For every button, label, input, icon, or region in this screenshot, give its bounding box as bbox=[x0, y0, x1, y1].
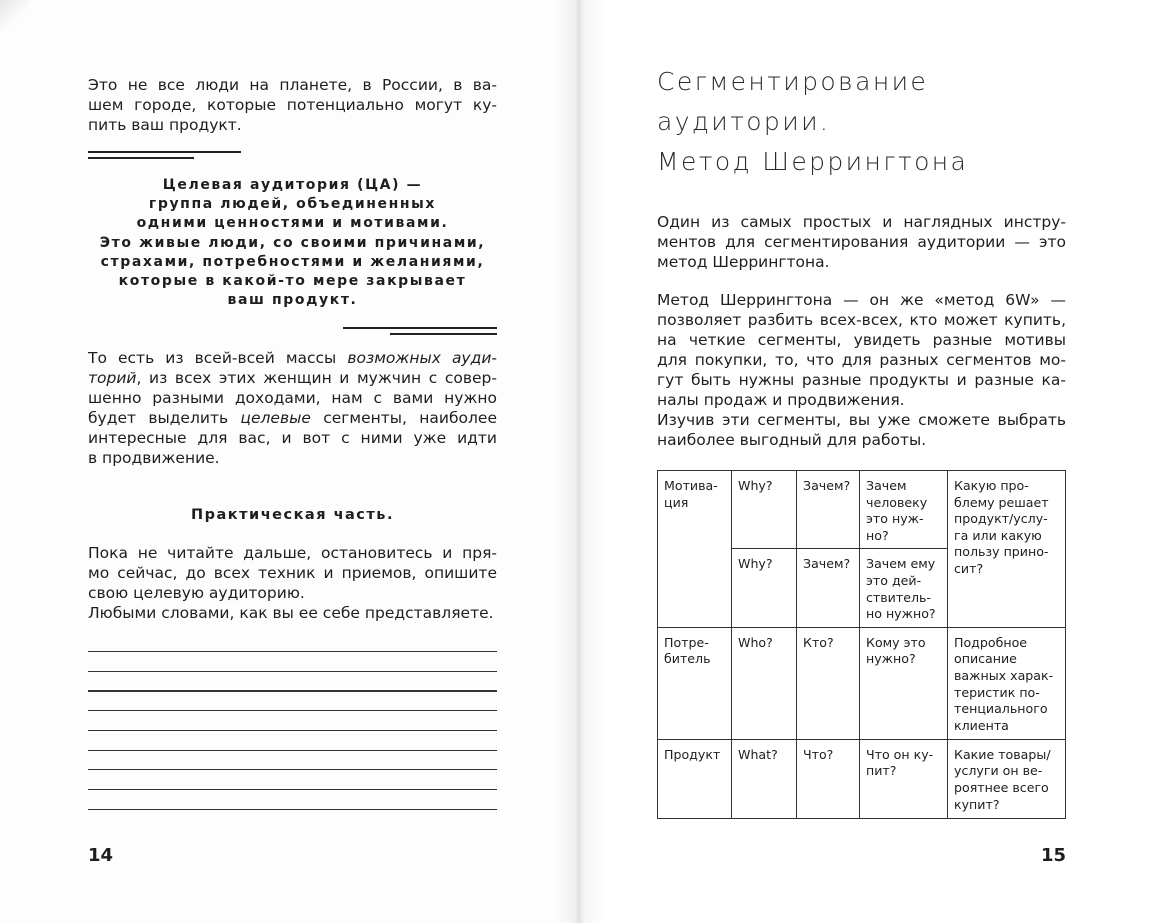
decorative-rule bbox=[88, 151, 241, 153]
text-line: пить ваш продукт. bbox=[88, 116, 242, 134]
page-number: 14 bbox=[88, 845, 114, 866]
text-line: Один из самых простых и наглядных инстру- bbox=[657, 213, 1066, 231]
answer-line bbox=[88, 769, 497, 770]
text-line: Метод Шеррингтона — он же «метод 6W» — bbox=[657, 291, 1066, 309]
text-line: ментов для сегментирования аудитории — это bbox=[657, 233, 1066, 251]
text-line: свою целевую аудиторию. bbox=[88, 584, 305, 602]
practice-paragraph bbox=[88, 543, 497, 623]
text-line: Пока не читайте дальше, остановитесь и пря- bbox=[88, 544, 497, 562]
page-number: 15 bbox=[1041, 845, 1067, 866]
table-cell: Продукт bbox=[658, 739, 732, 818]
conclusion-paragraph bbox=[657, 410, 1066, 450]
table-cell: Что? bbox=[797, 739, 860, 818]
text-line bbox=[88, 348, 497, 368]
text-run: интересные для вас, и вот с ними уже идти bbox=[88, 429, 497, 447]
text-line bbox=[88, 408, 497, 428]
answer-line bbox=[88, 671, 497, 672]
table-cell: Что он ку- пит? bbox=[860, 739, 948, 818]
decorative-rule bbox=[390, 333, 497, 335]
table-row bbox=[658, 627, 1066, 739]
table-cell: Мотива- ция bbox=[658, 471, 732, 628]
text-line: на четкие сегменты, увидеть разные мотивы bbox=[657, 331, 1066, 349]
text-run: То есть из всей-всей массы bbox=[88, 349, 348, 367]
table-cell: Who? bbox=[732, 627, 797, 739]
text-line: Любыми словами, как вы ее себе представляете. bbox=[88, 604, 494, 622]
practice-heading: Практическая часть. bbox=[191, 507, 394, 523]
answer-line bbox=[88, 750, 497, 751]
text-line bbox=[88, 428, 497, 448]
text-line: наиболее выгодный для работы. bbox=[657, 431, 927, 449]
title-line: Сегментирование bbox=[657, 67, 929, 96]
text-line: шем городе, которые потенциально могут ку- bbox=[88, 96, 497, 114]
decorative-rule bbox=[88, 157, 194, 159]
table-cell: Какие товары/ услуги он ве- роятнее всего купит? bbox=[948, 739, 1066, 818]
title-line: аудитории. bbox=[657, 107, 831, 136]
table-cell: Кому это нужно? bbox=[860, 627, 948, 739]
text-line: метод Шеррингтона. bbox=[657, 253, 830, 271]
answer-line bbox=[88, 651, 497, 652]
text-line bbox=[88, 448, 497, 468]
text-line: Изучив эти сегменты, вы уже сможете выбрать bbox=[657, 411, 1066, 429]
table-row bbox=[658, 739, 1066, 818]
table-cell: Кто? bbox=[797, 627, 860, 739]
table-cell: Why? bbox=[732, 471, 797, 549]
answer-line bbox=[88, 710, 497, 711]
answer-line bbox=[88, 789, 497, 790]
definition-quote bbox=[88, 176, 497, 310]
table-cell: Зачем ему это дей- ствитель- но нужно? bbox=[860, 549, 948, 627]
italic-text: целевые bbox=[240, 409, 311, 427]
intro-paragraph-right bbox=[657, 212, 1066, 272]
text-run: шенно разными доходами, нам с вами нужно bbox=[88, 389, 497, 407]
italic-text: возможных ауди- bbox=[347, 349, 497, 367]
answer-line bbox=[88, 809, 497, 810]
text-line: гут быть нужны разные продукты и разные ка- bbox=[657, 371, 1066, 389]
section-title bbox=[657, 62, 968, 182]
table-cell: What? bbox=[732, 739, 797, 818]
italic-text: торий bbox=[88, 369, 137, 387]
segments-paragraph bbox=[88, 348, 497, 468]
definition-text: Целевая аудитория (ЦА) — группа людей, объединенных одними ценностями и мотивами. Это живые люди, со своими причинами, страхами, потребностями и желаниями, которые в какой-то мере закрывает ваш продукт. bbox=[99, 177, 486, 309]
page-corner-curl bbox=[0, 0, 30, 30]
intro-paragraph bbox=[88, 75, 497, 135]
sherrington-table bbox=[657, 470, 1066, 819]
text-line: позволяет разбить всех-всех, кто может купить, bbox=[657, 311, 1066, 329]
table-cell: Потре- битель bbox=[658, 627, 732, 739]
text-line bbox=[88, 388, 497, 408]
table-row bbox=[658, 471, 1066, 549]
answer-line bbox=[88, 690, 497, 691]
book-gutter-shadow bbox=[555, 0, 605, 923]
method-paragraph bbox=[657, 290, 1066, 410]
text-run: , из всех этих женщин и мужчин с совер- bbox=[136, 369, 497, 387]
answer-line bbox=[88, 730, 497, 731]
decorative-rule bbox=[343, 327, 497, 329]
title-line: Метод Шеррингтона bbox=[657, 147, 969, 176]
text-run: будет выделить bbox=[88, 409, 241, 427]
table-cell: Why? bbox=[732, 549, 797, 627]
text-line: Это не все люди на планете, в России, в ва- bbox=[88, 76, 497, 94]
table-cell: Зачем человеку это нуж- но? bbox=[860, 471, 948, 549]
text-line: налы продаж и продвижения. bbox=[657, 391, 905, 409]
text-run: сегменты, наиболее bbox=[310, 409, 497, 427]
text-line: для покупки, то, что для разных сегментов мо- bbox=[657, 351, 1066, 369]
table-cell: Зачем? bbox=[797, 471, 860, 549]
table-cell: Какую про- блему решает продукт/услу- га или какую пользу прино- сит? bbox=[948, 471, 1066, 628]
text-line bbox=[88, 368, 497, 388]
table-cell: Подробное описание важных харак- теристик по- тенциального клиента bbox=[948, 627, 1066, 739]
text-line: мо сейчас, до всех техник и приемов, опишите bbox=[88, 564, 497, 582]
text-run: в продвижение. bbox=[88, 449, 220, 467]
table-cell: Зачем? bbox=[797, 549, 860, 627]
